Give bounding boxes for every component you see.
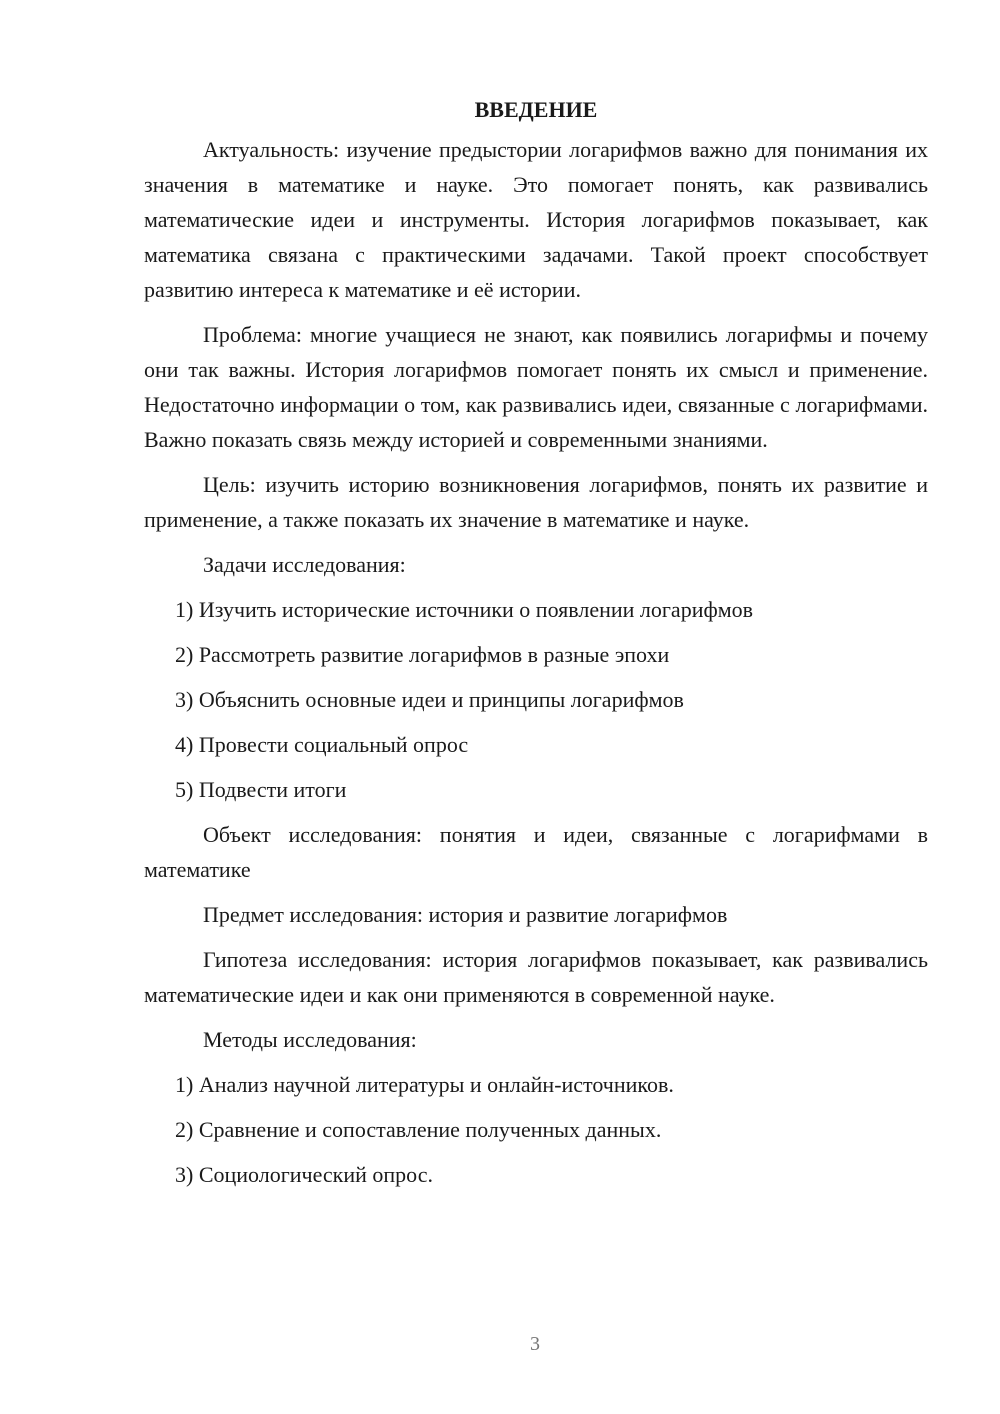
actuality-paragraph: Актуальность: изучение предыстории логарифмов важно для понимания их значения в математике и науке. Это помогает понять, как развивались математические идеи и инструменты. История логарифмов показывает, как математика связана с практическими задачами. Такой проект способствует развитию интереса к математике и её истории. (144, 137, 928, 302)
task-item-3: 3) Объяснить основные идеи и принципы логарифмов (175, 687, 684, 712)
tasks-heading: Задачи исследования: (203, 552, 406, 577)
research-subject-paragraph: Предмет исследования: история и развитие логарифмов (203, 902, 728, 927)
page-number: 3 (530, 1333, 540, 1355)
page-title: ВВЕДЕНИЕ (474, 97, 598, 122)
hypothesis-paragraph: Гипотеза исследования: история логарифмов показывает, как развивались математические идеи и как они применяются в современной науке. (144, 947, 928, 1007)
task-item-5: 5) Подвести итоги (175, 777, 347, 802)
tasks-list (144, 592, 928, 807)
method-item-3: 3) Социологический опрос. (175, 1162, 433, 1187)
methods-list (144, 1067, 928, 1192)
research-object-paragraph: Объект исследования: понятия и идеи, связанные с логарифмами в математике (144, 822, 928, 882)
page-content (144, 92, 928, 1202)
methods-heading: Методы исследования: (203, 1027, 417, 1052)
task-item-1: 1) Изучить исторические источники о появлении логарифмов (175, 597, 754, 622)
task-item-2: 2) Рассмотреть развитие логарифмов в разные эпохи (175, 642, 670, 667)
method-item-2: 2) Сравнение и сопоставление полученных данных. (175, 1117, 662, 1142)
problem-paragraph: Проблема: многие учащиеся не знают, как появились логарифмы и почему они так важны. История логарифмов помогает понять их смысл и применение. Недостаточно информации о том, как развивались идеи, связанные с логарифмами. Важно показать связь между историей и современными знаниями. (144, 322, 928, 452)
task-item-4: 4) Провести социальный опрос (175, 732, 469, 757)
goal-paragraph: Цель: изучить историю возникновения логарифмов, понять их развитие и применение, а также показать их значение в математике и науке. (144, 472, 928, 532)
method-item-1: 1) Анализ научной литературы и онлайн-источников. (175, 1072, 674, 1097)
